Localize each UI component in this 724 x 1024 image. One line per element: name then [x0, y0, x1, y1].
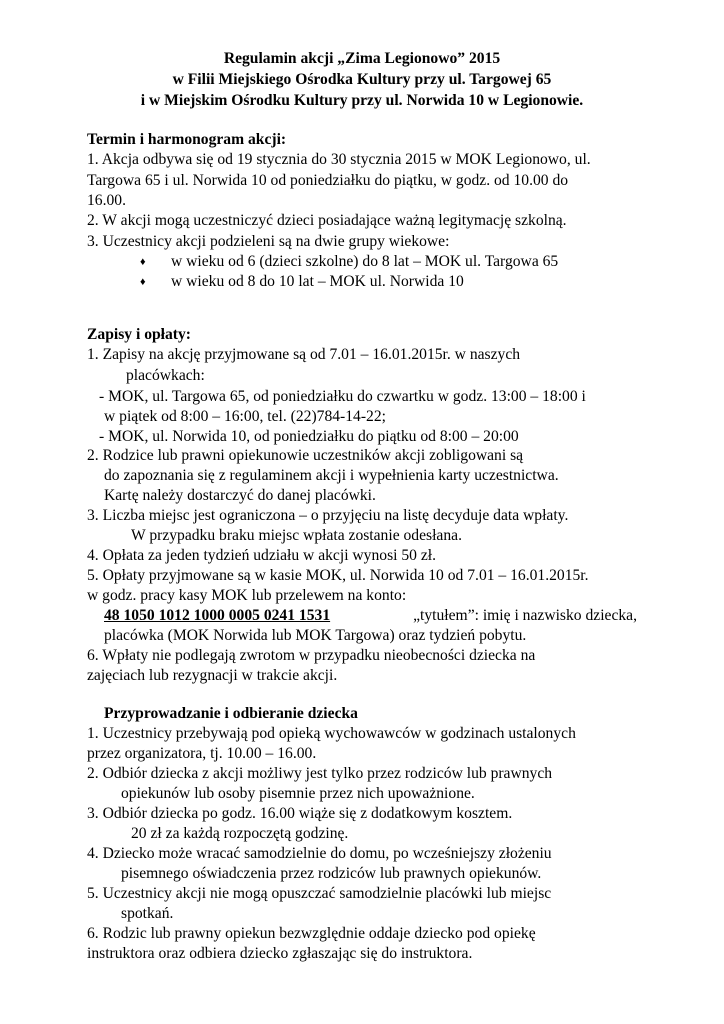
paragraph-line: 16.00.	[87, 192, 126, 209]
paragraph-line: 3. Odbiór dziecka po godz. 16.00 wiąże się z dodatkowym kosztem.	[87, 805, 513, 822]
paragraph-line: - MOK, ul. Norwida 10, od poniedziałku do piątku od 8:00 – 20:00	[99, 428, 519, 445]
title-line-1: Regulamin akcji „Zima Legionowo” 2015	[223, 50, 501, 67]
paragraph-line: 20 zł za każdą rozpoczętą godzinę.	[131, 825, 349, 842]
paragraph-line: 1. Uczestnicy przebywają pod opieką wychowawców w godzinach ustalonych	[87, 725, 576, 742]
paragraph-line: 1. Zapisy na akcję przyjmowane są od 7.01 – 16.01.2015r. w naszych	[87, 346, 521, 363]
paragraph-line: W przypadku braku miejsc wpłata zostanie odesłana.	[131, 527, 462, 544]
paragraph-line: 4. Dziecko może wracać samodzielnie do domu, po wcześniejszy złożeniu	[87, 845, 552, 862]
paragraph-line: spotkań.	[121, 905, 174, 922]
paragraph-line: Targowa 65 i ul. Norwida 10 od poniedziałku do piątku, w godz. od 10.00 do	[87, 172, 569, 189]
diamond-bullet-icon: ♦	[140, 276, 146, 288]
paragraph-line: przez organizatora, tj. 10.00 – 16.00.	[87, 745, 317, 762]
paragraph-line: - MOK, ul. Targowa 65, od poniedziałku do czwartku w godz. 13:00 – 18:00 i	[99, 388, 586, 405]
paragraph-line: zajęciach lub rezygnacji w trakcie akcji.	[87, 667, 338, 684]
paragraph-line: w piątek od 8:00 – 16:00, tel. (22)784-14-22;	[104, 408, 386, 425]
paragraph-line: 1. Akcja odbywa się od 19 stycznia do 30 stycznia 2015 w MOK Legionowo, ul.	[87, 151, 591, 168]
section-heading-registration: Zapisy i opłaty:	[87, 326, 191, 343]
list-item: w wieku od 8 do 10 lat – MOK ul. Norwida 10	[171, 273, 464, 290]
paragraph-line: 5. Opłaty przyjmowane są w kasie MOK, ul. Norwida 10 od 7.01 – 16.01.2015r.	[87, 567, 589, 584]
transfer-title-text: „tytułem”: imię i nazwisko dziecka,	[413, 607, 637, 624]
paragraph-line: Kartę należy dostarczyć do danej placówki.	[104, 487, 376, 504]
paragraph-line: 6. Rodzic lub prawny opiekun bezwzględnie oddaje dziecko pod opiekę	[87, 925, 536, 942]
paragraph-line: 2. W akcji mogą uczestniczyć dzieci posiadające ważną legitymację szkolną.	[87, 212, 567, 229]
paragraph-line: placówkach:	[126, 367, 205, 384]
paragraph-line: placówka (MOK Norwida lub MOK Targowa) oraz tydzień pobytu.	[104, 627, 527, 644]
section-heading-pickup: Przyprowadzanie i odbieranie dziecka	[104, 705, 358, 722]
paragraph-line: 3. Liczba miejsc jest ograniczona – o przyjęciu na listę decyduje data wpłaty.	[87, 507, 569, 524]
section-heading-schedule: Termin i harmonogram akcji:	[87, 131, 287, 148]
paragraph-line: instruktora oraz odbiera dziecko zgłaszając się do instruktora.	[87, 945, 473, 962]
bank-account-line	[104, 606, 637, 626]
title-line-3: i w Miejskim Ośrodku Kultury przy ul. Norwida 10 w Legionowie.	[140, 92, 584, 109]
paragraph-line: 3. Uczestnicy akcji podzieleni są na dwie grupy wiekowe:	[87, 233, 450, 250]
paragraph-line: 2. Odbiór dziecka z akcji możliwy jest tylko przez rodziców lub prawnych	[87, 765, 553, 782]
paragraph-line: do zapoznania się z regulaminem akcji i wypełnienia karty uczestnictwa.	[104, 467, 559, 484]
bank-account-number: 48 1050 1012 1000 0005 0241 1531	[104, 607, 331, 624]
paragraph-line: opiekunów lub osoby pisemnie przez nich upoważnione.	[121, 785, 475, 802]
paragraph-line: 5. Uczestnicy akcji nie mogą opuszczać samodzielnie placówki lub miejsc	[87, 885, 552, 902]
paragraph-line: 6. Wpłaty nie podlegają zwrotom w przypadku nieobecności dziecka na	[87, 647, 536, 664]
paragraph-line: 2. Rodzice lub prawni opiekunowie uczestników akcji zobligowani są	[87, 447, 524, 464]
paragraph-line: pisemnego oświadczenia przez rodziców lub prawnych opiekunów.	[121, 865, 542, 882]
list-item: w wieku od 6 (dzieci szkolne) do 8 lat – MOK ul. Targowa 65	[171, 253, 559, 270]
paragraph-line: 4. Opłata za jeden tydzień udziału w akcji wynosi 50 zł.	[87, 547, 437, 564]
diamond-bullet-icon: ♦	[140, 256, 146, 268]
paragraph-line: w godz. pracy kasy MOK lub przelewem na konto:	[87, 587, 407, 604]
title-line-2: w Filii Miejskiego Ośrodka Kultury przy ul. Targowej 65	[172, 71, 552, 88]
